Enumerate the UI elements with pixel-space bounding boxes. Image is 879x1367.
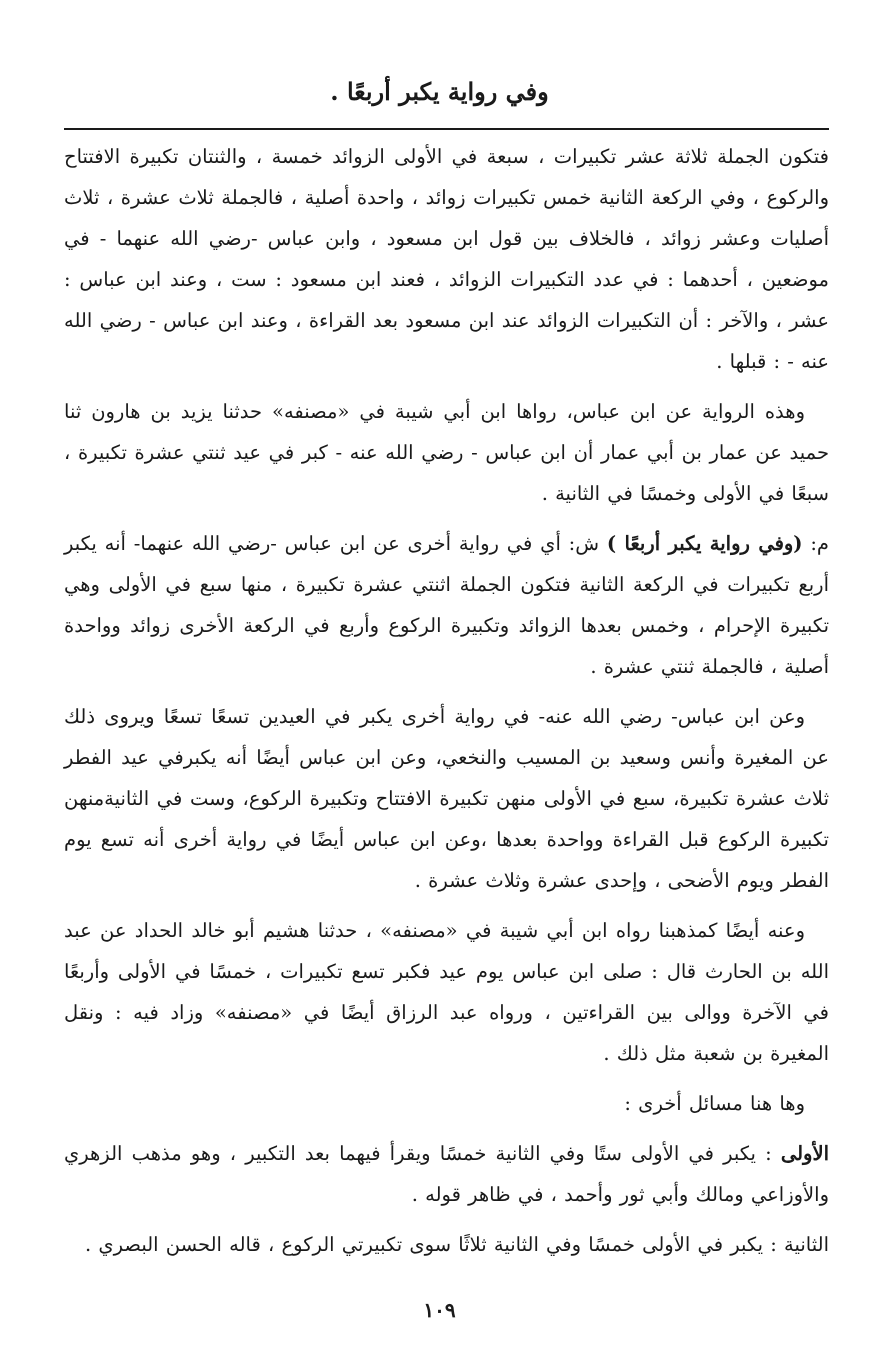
paragraph-4: وعن ابن عباس- رضي الله عنه- في رواية أخرى يكبر في العيدين تسعًا تسعًا ويروى ذلك عن المغيرة وأنس وسعيد بن المسيب والنخعي، وعن ابن عباس أيضًا أنه يكبرفي عيد الفطر ثلاث عشرة تكبيرة، سبع في الأولى منهن تكبيرة الافتتاح وتكبيرة الركوع، وست في الثانيةمنهن تكبيرة الركوع قبل القراءة وواحدة بعدها ،وعن ابن عباس أيضًا في رواية أخرى أنه تسع يوم الفطر ويوم الأضحى ، وإحدى عشرة وثلاث عشرة .: [64, 705, 829, 892]
paragraph-2: وهذه الرواية عن ابن عباس، رواها ابن أبي شيبة في «مصنفه» حدثنا يزيد بن هارون ثنا حميد عن عمار بن أبي عمار أن ابن عباس - رضي الله عنه - كبر في عيد ثنتي عشرة تكبيرة ، سبعًا في الأولى وخمسًا في الثانية .: [64, 400, 829, 505]
paragraph-7: [64, 1133, 829, 1215]
page-body: [64, 136, 829, 1265]
page-title: وفي رواية يكبر أربعًا .: [330, 77, 549, 106]
sharh-intro: ش: أي في رواية أخرى عن ابن عباس -رضي الله عنهما-: [125, 532, 607, 555]
paragraph-1: فتكون الجملة ثلاثة عشر تكبيرات ، سبعة في الأولى الزوائد خمسة ، والثنتان تكبيرة الافتتاح والركوع ، وفي الركعة الثانية خمس تكبيرات زوائد ، واحدة أصلية ، فالجملة ثلاث عشرة ، ثلاث أصليات وعشر زوائد ، فالخلاف بين قول ابن مسعود ، وابن عباس -رضي الله عنهما - في موضعين ، أحدهما : في عدد التكبيرات الزوائد ، فعند ابن مسعود : ست ، وعند ابن عباس : عشر ، والآخر : أن التكبيرات الزوائد عند ابن مسعود بعد القراءة ، وعند ابن عباس - رضي الله عنه - : قبلها .: [64, 145, 829, 373]
paragraph-7-body: يكبر في الأولى ستًا وفي الثانية خمسًا ويقرأ فيهما بعد التكبير ، وهو مذهب الزهري والأوزاعي ومالك وأبي ثور وأحمد ، في ظاهر قوله .: [64, 1142, 829, 1206]
issue-label-first: الأولى: [780, 1142, 829, 1165]
page-number: ١٠٩: [423, 1298, 456, 1322]
paragraph-8: الثانية : يكبر في الأولى خمسًا وفي الثانية ثلاثًا سوى تكبيرتي الركوع ، قاله الحسن البصري .: [84, 1233, 829, 1256]
label-separator: :: [755, 1142, 781, 1165]
paragraph-6: وها هنا مسائل أخرى :: [624, 1092, 805, 1115]
paragraph-3: [64, 523, 829, 687]
quoted-matn: (وفي رواية يكبر أربعًا ): [606, 532, 803, 555]
paragraph-3-body: أنه يكبر أربع تكبيرات في الركعة الثانية فتكون الجملة اثنتي عشرة تكبيرة ، منها سبع في الأولى وهي تكبيرة الإحرام ، وخمس بعدها الزوائد وتكبيرة الركوع وأربع في الركعة الأخرى زوائد وواحدة أصلية ، فالجملة ثنتي عشرة .: [64, 532, 829, 678]
commentary-marker: م:: [802, 532, 830, 555]
paragraph-5: وعنه أيضًا كمذهبنا رواه ابن أبي شيبة في «مصنفه» ، حدثنا هشيم أبو خالد الحداد عن عبد الله بن الحارث قال : صلى ابن عباس يوم عيد فكبر تسع تكبيرات ، خمسًا في الأولى وأربعًا في الآخرة ووالى بين القراءتين ، ورواه عبد الرزاق أيضًا في «مصنفه» وزاد فيه : ونقل المغيرة بن شعبة مثل ذلك .: [64, 919, 829, 1065]
header-divider: [64, 128, 829, 130]
